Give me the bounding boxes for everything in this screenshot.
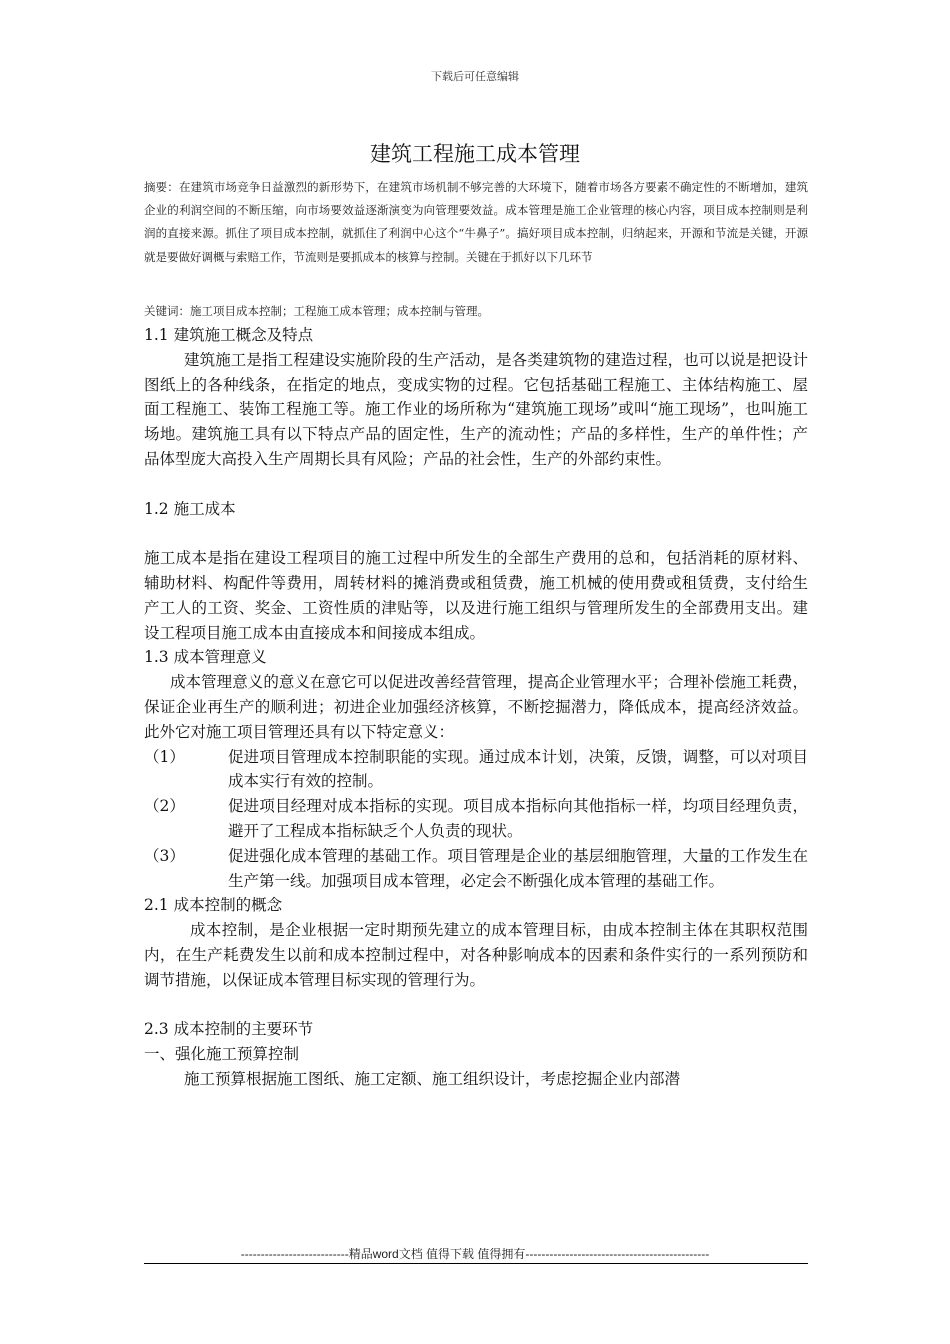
list-item — [144, 794, 808, 844]
list-item — [144, 844, 808, 894]
section-body-2-1: 成本控制，是企业根据一定时期预先建立的成本管理目标，由成本控制主体在其职权范围内，在生产耗费发生以前和成本控制过程中，对各种影响成本的因素和条件实行的一系列预防和调节措施，以保证成本管理目标实现的管理行为。 — [144, 921, 808, 989]
list-item-number: （1） — [144, 747, 185, 766]
section-heading-1-3: 1.3 成本管理意义 — [144, 648, 267, 667]
subsection-heading-1: 一、强化施工预算控制 — [144, 1045, 300, 1064]
keywords: 关键词：施工项目成本控制；工程施工成本管理；成本控制与管理。 — [144, 304, 489, 318]
list-item-text: 促进强化成本管理的基础工作。项目管理是企业的基层细胞管理，大量的工作发生在生产第一线。加强项目成本管理，必定会不断强化成本管理的基础工作。 — [228, 846, 808, 890]
list-item-text: 促进项目经理对成本指标的实现。项目成本指标向其他指标一样，均项目经理负责，避开了工程成本指标缺乏个人负责的现状。 — [228, 797, 808, 840]
section-body-1-2: 施工成本是指在建设工程项目的施工过程中所发生的全部生产费用的总和，包括消耗的原材料、辅助材料、构配件等费用，周转材料的摊消费或租赁费，施工机械的使用费或租赁费，支付给生产工人的工资、奖金、工资性质的津贴等，以及进行施工组织与管理所发生的全部费用支出。建设工程项目施工成本由直接成本和间接成本组成。 — [144, 549, 808, 642]
section-body-1-3: 成本管理意义的意义在意它可以促进改善经营管理，提高企业管理水平；合理补偿施工耗费，保证企业再生产的顺利进；初进企业加强经济核算，不断挖掘潜力，降低成本，提高经济效益。此外它对施工项目管理还具有以下特定意义： — [144, 673, 808, 741]
footer-rule — [144, 1263, 808, 1264]
section-heading-2-1: 2.1 成本控制的概念 — [144, 896, 283, 915]
main-content — [144, 323, 808, 1092]
list-item-number: （3） — [144, 846, 185, 865]
list-item-text: 促进项目管理成本控制职能的实现。通过成本计划，决策，反馈，调整，可以对项目成本实行有效的控制。 — [228, 747, 808, 791]
abstract: 摘要：在建筑市场竞争日益激烈的新形势下，在建筑市场机制不够完善的大环境下，随着市场各方要素不确定性的不断增加，建筑企业的利润空间的不断压缩，向市场要效益逐渐演变为向管理要效益。成本管理是施工企业管理的核心内容，项目成本控制则是利润的直接来源。抓住了项目成本控制，就抓住了利润中心这个“牛鼻子”。搞好项目成本控制，归纳起来，开源和节流是关键，开源就是要做好调概与索赔工作，节流则是要抓成本的核算与控制。关键在于抓好以下几环节 — [144, 180, 808, 264]
footer-text: ---------------------------精品word文档 值得下载 值得拥有---------------------------------------------- — [240, 1247, 710, 1261]
subsection-body-1: 施工预算根据施工图纸、施工定额、施工组织设计，考虑挖掘企业内部潜 — [184, 1069, 681, 1088]
list-item — [144, 745, 808, 795]
header-note: 下载后可任意编辑 — [431, 70, 519, 83]
section-heading-2-3: 2.3 成本控制的主要环节 — [144, 1020, 314, 1039]
blank-line — [144, 521, 808, 546]
section-heading-1-1: 1.1 建筑施工概念及特点 — [144, 326, 314, 344]
blank-line — [144, 472, 808, 497]
section-heading-1-2: 1.2 施工成本 — [144, 499, 236, 518]
list-item-number: （2） — [144, 797, 185, 816]
section-body-1-1: 建筑施工是指工程建设实施阶段的生产活动，是各类建筑物的建造过程，也可以说是把设计图纸上的各种线条，在指定的地点，变成实物的过程。它包括基础工程施工、主体结构施工、屋面工程施工、装饰工程施工等。施工作业的场所称为“建筑施工现场”或叫“施工现场”，也叫施工场地。建筑施工具有以下特点产品的固定性，生产的流动性；产品的多样性，生产的单件性；产品体型庞大高投入生产周期长具有风险；产品的社会性，生产的外部约束性。 — [144, 350, 808, 468]
document-title: 建筑工程施工成本管理 — [370, 142, 580, 166]
blank-line — [144, 993, 808, 1018]
